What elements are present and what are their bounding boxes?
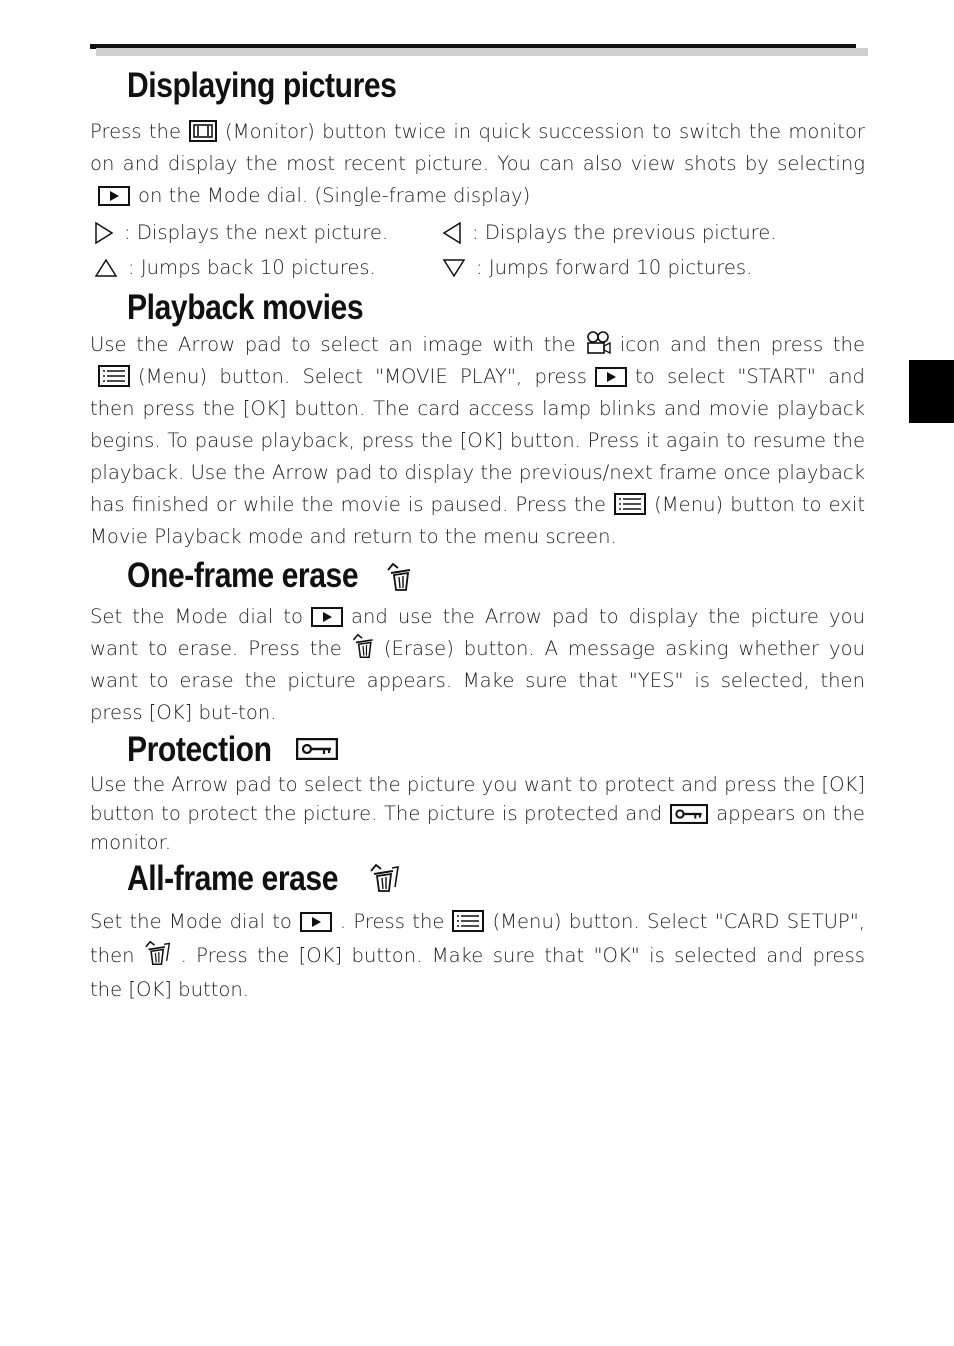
- arrow-left-icon: [442, 221, 462, 245]
- top-rule-shadow: [96, 48, 868, 56]
- heading-all-frame-erase: All-frame erase: [127, 859, 339, 898]
- heading-playback-movies: Playback movies: [127, 288, 364, 327]
- erase-all-icon: [368, 863, 402, 893]
- menu-icon: [614, 493, 646, 515]
- section-displaying: [90, 62, 865, 110]
- menu-icon: [98, 365, 130, 387]
- protect-key-icon: [296, 738, 338, 760]
- chapter-tab: [909, 360, 954, 423]
- all-frame-erase-text: Set the Mode dial to . Press the (Menu) button. Select "CARD SETUP", then . Press the [OK] button. Make sure that "OK" is selected and press the [OK] button.: [90, 910, 865, 1001]
- erase-icon: [385, 562, 413, 592]
- arrow-up-icon: [94, 258, 118, 278]
- menu-icon: [452, 910, 484, 932]
- section-movies: [90, 284, 865, 332]
- monitor-icon: [189, 120, 217, 142]
- displaying-text: Press the (Monitor) button twice in quick succession to switch the monitor on and display the most recent picture. You can also view shots by selecting on the Mode dial. (Single-frame display): [90, 120, 865, 207]
- section-all-frame-erase: [90, 855, 865, 903]
- play-mode-icon: [98, 186, 130, 206]
- section-one-frame-erase: [90, 552, 865, 600]
- arrow-right-icon: [94, 221, 114, 245]
- arrow-down-icon: [442, 258, 466, 278]
- heading-displaying-pictures: Displaying pictures: [127, 66, 397, 105]
- protection-text: Use the Arrow pad to select the picture you want to protect and press the [OK] button to protect the picture. The picture is protected and appears on the monitor.: [90, 773, 865, 854]
- list-item: : Displays the next picture.: [90, 215, 438, 250]
- heading-one-frame-erase: One-frame erase: [127, 556, 359, 595]
- erase-all-icon: [143, 940, 173, 966]
- arrow-key-list: [90, 215, 865, 285]
- erase-button-icon: [350, 633, 376, 659]
- heading-protection: Protection: [127, 730, 272, 769]
- list-item: : Jumps forward 10 pictures.: [438, 250, 786, 285]
- play-button-icon: [595, 367, 627, 387]
- play-mode-icon: [311, 607, 343, 627]
- protect-key-icon: [670, 804, 708, 824]
- movie-icon: [584, 331, 612, 355]
- list-item: : Jumps back 10 pictures.: [90, 250, 438, 285]
- section-protection: [90, 726, 865, 774]
- list-item: : Displays the previous picture.: [438, 215, 786, 250]
- one-frame-erase-text: Set the Mode dial to and use the Arrow pad to display the picture you want to erase. Press the (Erase) button. A message asking whether you want to erase the picture appears. Make sure that "YES" is selected, then press [OK] but-ton.: [90, 605, 865, 724]
- movies-text: Use the Arrow pad to select an image with the icon and then press the (Menu) button. Select "MOVIE PLAY", press to select "START" and then press the [OK] button. The card access lamp blinks and movie playback begins. To pause playback, press the [OK] button. Press it again to resume the playback. Use the Arrow pad to display the previous/next frame once playback has finished or while the movie is paused. Press the (Menu) button to exit Movie Playback mode and return to the menu screen.: [90, 333, 865, 548]
- play-mode-icon: [300, 912, 332, 932]
